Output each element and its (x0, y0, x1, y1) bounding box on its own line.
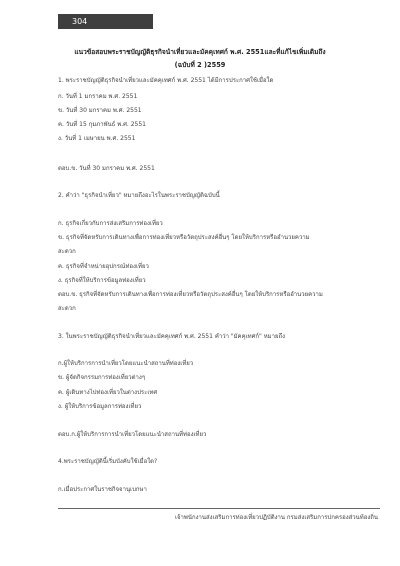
q2-option-b-continued: สะดวก (58, 248, 76, 255)
q1-question: 1. พระราชบัญญัติธุรกิจนำเที่ยวและมัคคุเทศก์ พ.ศ. 2551 ได้มีการประกาศใช้เมื่อใด (58, 77, 274, 84)
q1-option-b: ข. วันที่ 30 มกราคม พ.ศ. 2551 (58, 107, 142, 114)
document-title-line-2: (ฉบับที่ 2 )2559 (174, 61, 226, 69)
q2-answer-continued: สะดวก (58, 305, 76, 312)
page-number-badge: 304 (58, 14, 153, 29)
q3-option-c: ค. ผู้เดินทางไปท่องเที่ยวในต่างประเทศ (58, 389, 158, 396)
q1-option-c: ค. วันที่ 15 กุมภาพันธ์ พ.ศ. 2551 (58, 121, 146, 128)
q3-option-b: ข. ผู้จัดกิจกรรมการท่องเที่ยวต่างๆ (58, 374, 146, 381)
q2-question: 2. คำว่า "ธุรกิจนำเที่ยว" หมายถึงอะไรในพระราชบัญญัติฉบับนี้ (58, 192, 220, 199)
q3-question: 3. ในพระราชบัญญัติธุรกิจนำเที่ยวและมัคคุเทศก์ พ.ศ. 2551 คำว่า "มัคคุเทศก์" หมายถึง (58, 333, 286, 340)
q2-option-d: ง. ธุรกิจที่ให้บริการข้อมูลท่องเที่ยว (58, 277, 146, 284)
q4-option-a: ก.เมื่อประกาศในราชกิจจานุเบกษา (58, 486, 147, 493)
q2-answer: ตอบ.ข. ธุรกิจที่จัดหรับการเดินทางเพื่อการท่องเที่ยวหรือวัตถุประสงค์อื่นๆ โดยให้บริการหรืออำนวยความ (58, 291, 323, 298)
document-title-line-1: แนวข้อสอบพระราชบัญญัติธุรกิจนำเที่ยวและมัคคุเทศก์ พ.ศ. 2551และที่แก้ไขเพิ่มเติมถึง (74, 48, 326, 56)
q2-option-b: ข. ธุรกิจที่จัดหรับการเดินทางเพื่อการท่องเที่ยวหรือวัตถุประสงค์อื่นๆ โดยให้บริการหรืออำนวยความ (58, 234, 310, 241)
q2-option-c: ค. ธุรกิจที่จำหน่ายอุปกรณ์ท่องเที่ยว (58, 263, 149, 270)
q3-option-d: ง. ผู้ให้บริการข้อมูลการท่องเที่ยว (58, 403, 142, 410)
q2-option-a: ก. ธุรกิจเกี่ยวกับการส่งเสริมการท่องเที่ยว (58, 220, 163, 227)
q1-option-d: ง. วันที่ 1 เมษายน พ.ศ. 2551 (58, 135, 136, 142)
q3-answer: ตอบ.ก.ผู้ให้บริการการนำเที่ยวโดยแนะนำสถานที่ท่องเที่ยว (58, 431, 207, 438)
q1-option-a: ก. วันที่ 1 มกราคม พ.ศ. 2551 (58, 93, 138, 100)
footer-divider (58, 508, 380, 509)
page-footer: เจ้าพนักงานส่งเสริมการท่องเที่ยวปฏิบัติงาน กรมส่งเสริมการปกครองส่วนท้องถิ่น (174, 514, 378, 521)
q1-answer: ตอบ.ข. วันที่ 30 มกราคม พ.ศ. 2551 (58, 165, 155, 172)
q3-option-a: ก.ผู้ให้บริการการนำเที่ยวโดยแนะนำสถานที่ท่องเที่ยว (58, 360, 194, 367)
q4-question: 4.พระราชบัญญัตินี้เริ่มบังคับใช้เมื่อใด? (58, 458, 158, 465)
